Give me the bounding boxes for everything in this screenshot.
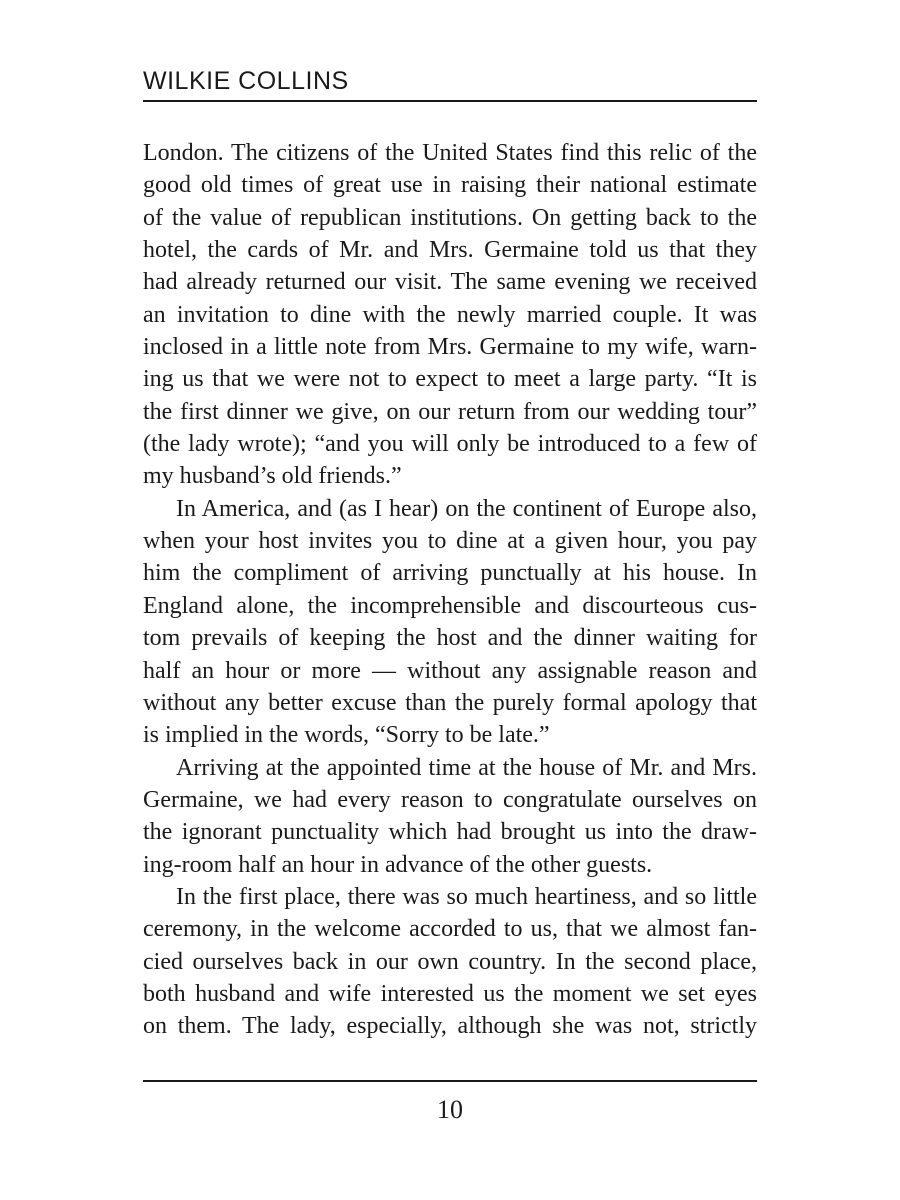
text-line: the ignorant punctuality which had brought us into the draw- — [143, 819, 757, 846]
text-line: both husband and wife interested us the moment we set eyes — [143, 980, 757, 1007]
paragraph-first-line: In America, and (as I hear) on the continent of Europe also, — [176, 495, 757, 522]
text-line: cied ourselves back in our own country. In the second place, — [143, 948, 757, 975]
text-line: my husband’s old friends.” — [143, 463, 402, 490]
page-number: 10 — [437, 1095, 463, 1124]
text-line: an invitation to dine with the newly married couple. It was — [143, 301, 757, 328]
text-line: him the compliment of arriving punctually at his house. In — [143, 560, 757, 587]
text-line: half an hour or more — without any assignable reason and — [143, 657, 757, 684]
text-line: without any better excuse than the purely formal apology that — [143, 689, 757, 716]
text-line: on them. The lady, especially, although she was not, strictly — [143, 1013, 757, 1040]
footer-rule — [143, 1080, 757, 1082]
text-line: inclosed in a little note from Mrs. Germaine to my wife, warn- — [143, 334, 757, 361]
text-line: good old times of great use in raising their national estimate — [143, 172, 757, 199]
text-line: is implied in the words, “Sorry to be late.” — [143, 722, 550, 749]
text-line: ing-room half an hour in advance of the other guests. — [143, 851, 653, 878]
body-text — [143, 137, 757, 1043]
text-line: the first dinner we give, on our return from our wedding tour” — [143, 398, 757, 425]
text-line: tom prevails of keeping the host and the dinner waiting for — [143, 625, 757, 652]
text-line: ing us that we were not to expect to meet a large party. “It is — [143, 366, 757, 393]
text-line: Germaine, we had every reason to congratulate ourselves on — [143, 786, 757, 813]
text-line: ceremony, in the welcome accorded to us, that we almost fan- — [143, 916, 757, 943]
text-line: London. The citizens of the United States find this relic of the — [143, 140, 757, 166]
paragraph-first-line: Arriving at the appointed time at the house of Mr. and Mrs. — [176, 754, 757, 781]
header-rule — [143, 100, 757, 102]
text-line: of the value of republican institutions. On getting back to the — [143, 204, 757, 231]
text-line: when your host invites you to dine at a given hour, you pay — [143, 528, 757, 555]
paragraph-first-line: In the first place, there was so much heartiness, and so little — [176, 883, 757, 910]
text-line: hotel, the cards of Mr. and Mrs. Germaine told us that they — [143, 237, 757, 264]
text-line: (the lady wrote); “and you will only be introduced to a few of — [143, 431, 757, 458]
text-line: England alone, the incomprehensible and discourteous cus- — [143, 592, 757, 619]
running-head-title: WILKIE COLLINS — [143, 67, 349, 95]
text-line: had already returned our visit. The same evening we received — [143, 269, 757, 296]
